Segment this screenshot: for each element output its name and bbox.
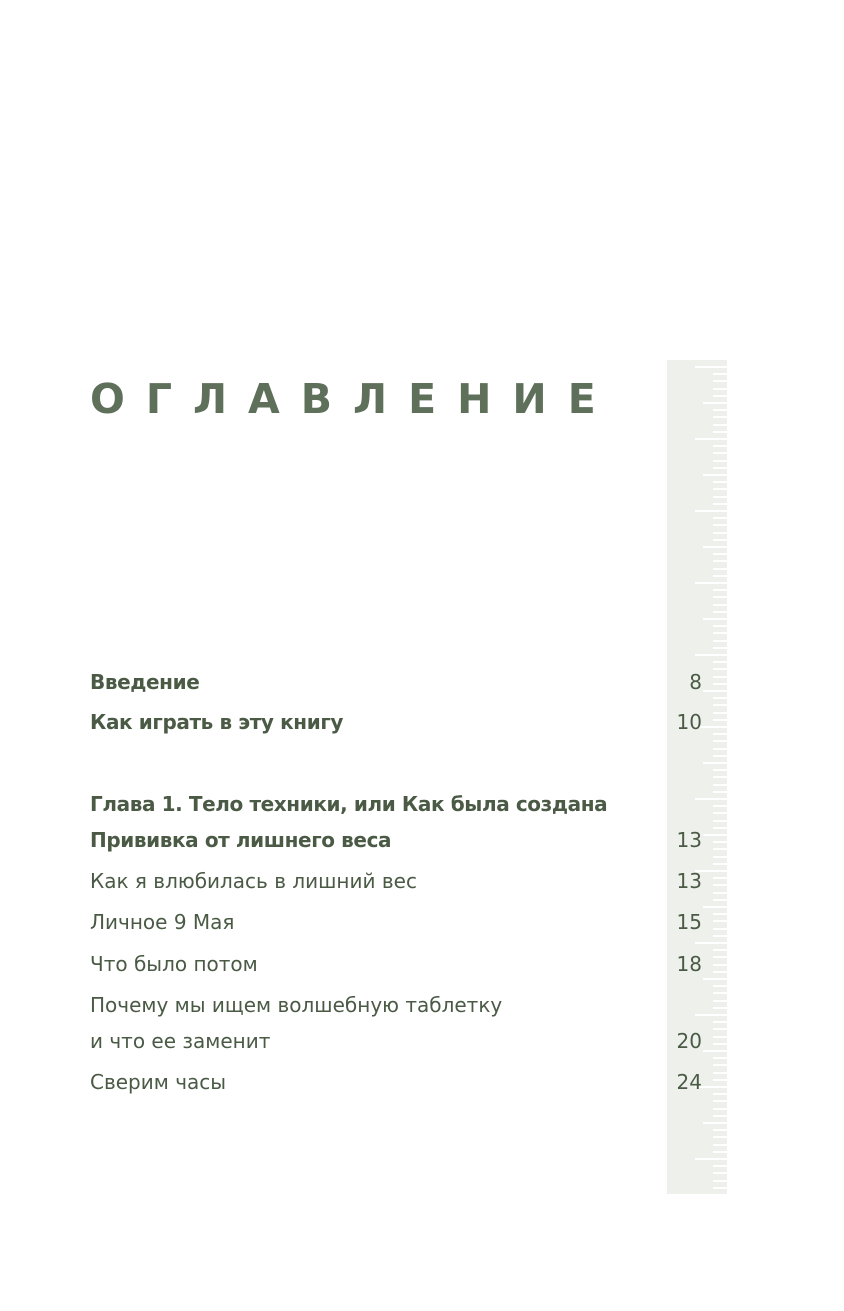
ruler-tick — [713, 1036, 727, 1038]
toc-entry-label: Почему мы ищем волшебную таблетку — [90, 993, 503, 1017]
ruler-tick — [713, 431, 727, 433]
ruler-tick — [713, 1187, 727, 1189]
ruler-tick — [703, 546, 727, 548]
ruler-tick — [713, 604, 727, 606]
ruler-tick — [713, 452, 727, 454]
ruler-tick — [713, 625, 727, 627]
toc-entry-page-number: 20 — [676, 1029, 702, 1053]
ruler-tick — [695, 510, 727, 512]
ruler-tick — [713, 1165, 727, 1167]
ruler-tick — [713, 1072, 727, 1074]
ruler-tick — [713, 683, 727, 685]
ruler-tick — [713, 388, 727, 390]
toc-entry-page-number: 13 — [676, 828, 702, 852]
ruler-tick — [713, 935, 727, 937]
ruler-tick — [703, 762, 727, 764]
toc-entry-label: и что ее заменит — [90, 1029, 271, 1053]
ruler-tick — [713, 1129, 727, 1131]
ruler-tick — [695, 366, 727, 368]
ruler-tick — [713, 856, 727, 858]
ruler-tick — [713, 697, 727, 699]
toc-entry-page-number: 18 — [676, 952, 702, 976]
ruler-tick — [713, 1151, 727, 1153]
toc-entry-introduction — [90, 668, 702, 696]
ruler-tick — [713, 784, 727, 786]
ruler-tick — [713, 589, 727, 591]
ruler-tick — [703, 978, 727, 980]
toc-entry-label: Введение — [90, 670, 200, 694]
ruler-tick — [713, 632, 727, 634]
ruler-tick — [713, 776, 727, 778]
ruler-tick — [713, 1172, 727, 1174]
ruler-tick — [703, 834, 727, 836]
toc-entry-label: Как играть в эту книгу — [90, 710, 344, 734]
ruler-tick — [713, 827, 727, 829]
toc-entry-label: Как я влюбилась в лишний вес — [90, 869, 417, 893]
toc-entry-what-happened-next — [90, 950, 702, 978]
ruler-tick — [713, 820, 727, 822]
toc-entry-page-number: 24 — [676, 1070, 702, 1094]
toc-entry-personal-may-9 — [90, 908, 702, 936]
toc-entry-page-number: 8 — [689, 670, 702, 694]
ruler-tick — [713, 949, 727, 951]
toc-entry-fell-in-love — [90, 867, 702, 895]
ruler-tick — [713, 1028, 727, 1030]
ruler-tick — [713, 920, 727, 922]
ruler-tick — [713, 1007, 727, 1009]
ruler-tick — [713, 884, 727, 886]
ruler-tick — [713, 560, 727, 562]
toc-entry-magic-pill-line-1 — [90, 991, 702, 1019]
ruler-tick — [713, 481, 727, 483]
ruler-tick — [713, 956, 727, 958]
ruler-tick — [713, 748, 727, 750]
ruler-tick — [695, 1158, 727, 1160]
ruler-tick — [713, 1043, 727, 1045]
ruler-tick — [713, 733, 727, 735]
ruler-tick — [713, 985, 727, 987]
ruler-tick — [703, 906, 727, 908]
ruler-tick — [713, 517, 727, 519]
ruler-tick — [713, 805, 727, 807]
ruler-tick — [703, 1050, 727, 1052]
ruler-tick — [695, 942, 727, 944]
ruler-tick — [713, 373, 727, 375]
ruler-tick — [703, 474, 727, 476]
ruler-tick — [713, 575, 727, 577]
ruler-tick — [713, 503, 727, 505]
ruler-tick — [713, 1093, 727, 1095]
ruler-tick — [713, 647, 727, 649]
table-of-contents-heading: ОГЛАВЛЕНИЕ — [90, 375, 617, 423]
ruler-tick — [703, 690, 727, 692]
ruler-tick — [713, 769, 727, 771]
ruler-tick — [695, 582, 727, 584]
toc-entry-label: Личное 9 Мая — [90, 910, 235, 934]
ruler-tick — [713, 704, 727, 706]
toc-entry-chapter-1-line-1 — [90, 790, 702, 818]
ruler-tick — [713, 460, 727, 462]
ruler-tick — [713, 1144, 727, 1146]
ruler-tick — [695, 438, 727, 440]
ruler-tick — [713, 928, 727, 930]
toc-entry-check-clocks — [90, 1068, 702, 1096]
ruler-tick — [713, 740, 727, 742]
ruler-tick — [713, 532, 727, 534]
ruler-tick — [713, 964, 727, 966]
ruler-tick — [713, 1180, 727, 1182]
toc-entry-page-number: 15 — [676, 910, 702, 934]
ruler-tick — [713, 524, 727, 526]
ruler-tick — [713, 488, 727, 490]
ruler-tick — [703, 402, 727, 404]
ruler-tick — [713, 611, 727, 613]
ruler-tick — [713, 1057, 727, 1059]
ruler-tick — [713, 640, 727, 642]
ruler-tick — [713, 992, 727, 994]
ruler-tick — [703, 618, 727, 620]
ruler-tick — [713, 1021, 727, 1023]
ruler-tick — [713, 841, 727, 843]
ruler-tick — [713, 380, 727, 382]
ruler-tick — [713, 899, 727, 901]
ruler-tick — [713, 1064, 727, 1066]
toc-entry-label: Что было потом — [90, 952, 258, 976]
ruler-tick — [713, 1079, 727, 1081]
ruler-tick — [713, 791, 727, 793]
ruler-tick — [713, 445, 727, 447]
ruler-tick — [713, 568, 727, 570]
ruler-tick — [695, 654, 727, 656]
ruler-tick — [713, 676, 727, 678]
ruler-tick — [713, 892, 727, 894]
ruler-tick — [713, 395, 727, 397]
ruler-tick — [713, 812, 727, 814]
toc-entry-label: Сверим часы — [90, 1070, 227, 1094]
ruler-tick — [713, 1108, 727, 1110]
toc-entry-chapter-1-line-2 — [90, 826, 702, 854]
ruler-tick — [713, 848, 727, 850]
toc-entry-magic-pill-line-2 — [90, 1027, 702, 1055]
ruler-tick — [713, 712, 727, 714]
toc-entry-how-to-play — [90, 708, 702, 736]
ruler-tick — [713, 1115, 727, 1117]
ruler-tick — [713, 661, 727, 663]
ruler-tick — [713, 863, 727, 865]
ruler-tick — [713, 416, 727, 418]
ruler-tick — [713, 496, 727, 498]
ruler-tick — [713, 553, 727, 555]
ruler-tick — [713, 877, 727, 879]
ruler-tick — [713, 596, 727, 598]
ruler-tick — [713, 1136, 727, 1138]
toc-entry-page-number: 13 — [676, 869, 702, 893]
toc-entry-label: Прививка от лишнего веса — [90, 828, 392, 852]
ruler-tick — [713, 424, 727, 426]
ruler-tick — [713, 719, 727, 721]
ruler-tick — [713, 1000, 727, 1002]
ruler-tick — [713, 539, 727, 541]
ruler-tick — [703, 1122, 727, 1124]
ruler-tick — [713, 467, 727, 469]
ruler-tick — [713, 409, 727, 411]
toc-entry-label: Глава 1. Тело техники, или Как была создана — [90, 792, 608, 816]
ruler-tick — [713, 755, 727, 757]
toc-entry-page-number: 10 — [676, 710, 702, 734]
ruler-tick — [713, 971, 727, 973]
ruler-tick — [713, 913, 727, 915]
ruler-tick — [713, 668, 727, 670]
ruler-tick — [713, 1100, 727, 1102]
